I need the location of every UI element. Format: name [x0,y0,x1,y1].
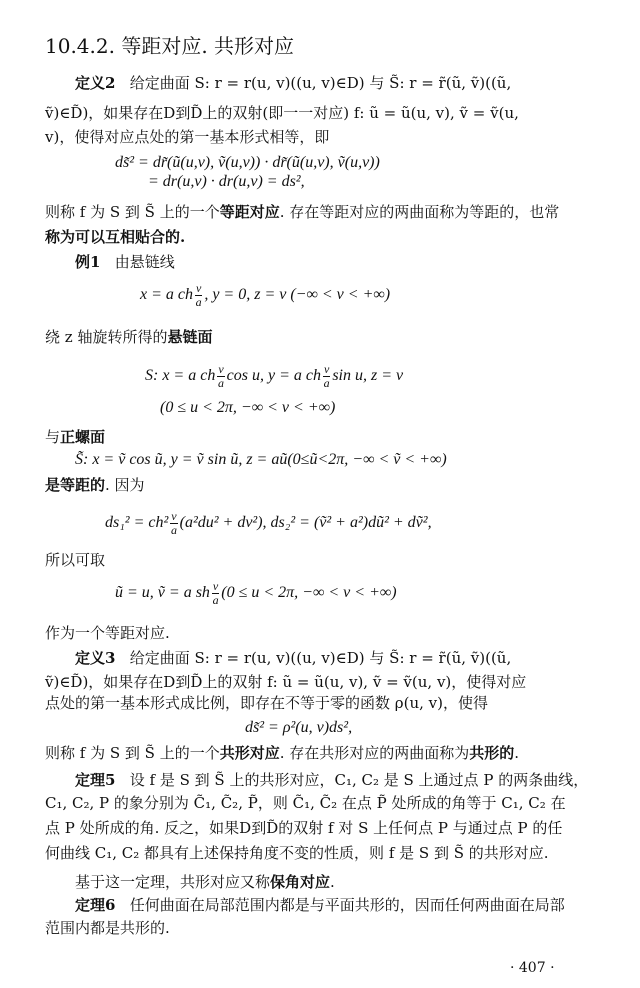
text: 则称 f 为 S 到 S̃ 上的一个 [45,744,220,762]
text: ũ = u, ṽ = a sh [115,584,210,602]
text: sin u, z = v [332,367,404,385]
numerator: v [171,509,177,523]
page-number: · 407 · [510,960,555,976]
equation-line-elements [105,510,432,537]
rotation-text [45,327,212,347]
equation-catenary [140,282,390,309]
definition-2-line-2: ṽ)∈D̃)，如果存在D到D̃上的双射(即一一对应) f: ũ = ũ(u, v), ṽ = ṽ(u, [45,104,519,122]
remark [75,872,335,892]
definition-2-conclusion [45,202,559,222]
text: 给定曲面 S: r = r(u, v)((u, v)∈D) 与 S̃: r = r̃(ũ, ṽ)((ũ, [129,649,512,667]
definition-3-line-3: 点处的第一基本形式成比例，即存在不等于零的函数 ρ(u, v)，使得 [45,694,488,712]
equation-first-form-2: = dr(u,v) · dr(u,v) = ds², [148,173,305,190]
text: 与 [45,428,61,446]
equation-catenoid [145,363,403,390]
term-helicoid: 正螺面 [60,428,106,446]
example-1-intro [75,252,175,272]
theorem-5-line-2: C₁, C₂, P 的象分别为 C̃₁, C̃₂, P̃，则 C̃₁, C̃₂ 在点 P̃ 处所成的角等于 C₁, C₂ 在 [45,794,566,812]
term-conformal-correspondence: 共形对应 [219,744,280,762]
numerator: v [218,362,224,376]
term-catenoid: 悬链面 [167,328,213,346]
definition-2-conclusion-2 [45,227,185,247]
text: 则称 f 为 S 到 S̃ 上的一个 [45,203,220,221]
definition-2-line-3: v)，使得对应点处的第一基本形式相等，即 [45,128,330,146]
text: 任何曲面在局部范围内都是与平面共形的，因而任何两曲面在局部 [129,896,565,914]
equation-conformal: ds̃² = ρ²(u, v)ds², [245,719,353,736]
example-1-conclusion: 作为一个等距对应. [45,624,170,642]
text: (0 ≤ u < 2π, −∞ < v < +∞) [221,584,397,602]
text: 基于这一定理，共形对应又称 [75,873,271,891]
text: (a²du² + dv²), ds₂² = (ṽ² + a²)dũ² + dṽ², [179,514,432,532]
text: . 存在等距对应的两曲面称为等距的，也常 [279,203,560,221]
text: . [514,744,520,762]
text: 设 f 是 S 到 S̃ 上的共形对应，C₁, C₂ 是 S 上通过点 P 的两条曲线， [129,771,589,789]
theorem-5-label: 定理5 [75,771,116,789]
numerator: v [323,362,330,376]
definition-2-label: 定义2 [75,74,116,92]
definition-3-label: 定义3 [75,649,116,667]
theorem-5-line-1 [75,770,588,790]
definition-2-text: 给定曲面 S: r = r(u, v)((u, v)∈D) 与 S̃: r = r̃(ũ, ṽ)((ũ, [129,74,512,92]
term-angle-preserving: 保角对应 [270,873,331,891]
theorem-6-line-1 [75,895,565,915]
isometric-text [45,475,145,495]
text: . 存在共形对应的两曲面称为 [279,744,470,762]
fraction [195,282,202,309]
text: cos u, y = a ch [226,367,321,385]
fraction [323,363,330,390]
take-text: 所以可取 [45,551,106,569]
section-title: 10.4.2. 等距对应. 共形对应 [45,34,295,58]
text: 是等距的 [45,476,106,494]
equation-catenoid-range: (0 ≤ u < 2π, −∞ < v < +∞) [160,399,336,416]
text: S: x = a ch [145,367,216,385]
denominator: a [170,523,177,537]
text: . 因为 [105,476,145,494]
text: x = a ch [140,286,193,304]
example-1-label: 例1 [75,253,101,271]
numerator: v [212,579,219,593]
theorem-6-line-2: 范围内都是共形的. [45,919,170,937]
definition-3-line-1 [75,648,511,668]
theorem-6-label: 定理6 [75,896,116,914]
denominator: a [217,376,224,390]
term-conformal: 共形的 [469,744,515,762]
equation-correspondence [115,580,397,607]
text: 绕 z 轴旋转所得的 [45,328,168,346]
definition-3-conclusion [45,743,519,763]
text: , y = 0, z = v (−∞ < v < +∞) [204,286,391,304]
text: 称为 [45,228,76,246]
definition-3-line-2: ṽ)∈D̃)，如果存在D到D̃上的双射 f: ũ = ũ(u, v), ṽ = ṽ(u, v)，使得对应 [45,673,527,691]
denominator: a [212,593,219,607]
fraction [212,580,219,607]
definition-2-line-1 [75,73,511,93]
fraction [170,510,177,537]
numerator: v [196,281,202,295]
denominator: a [195,295,202,309]
theorem-5-line-4: 何曲线 C₁, C₂ 都具有上述保持角度不变的性质，则 f 是 S 到 S̃ 的共形对应. [45,844,549,862]
text: . [330,873,335,891]
text: ds₁² = ch² [105,514,169,532]
equation-helicoid: S̃: x = ṽ cos ũ, y = ṽ sin ũ, z = aũ(0≤ũ<2π, −∞ < ṽ < +∞) [75,451,447,468]
helicoid-text [45,427,105,447]
term-applicable: 可以互相贴合的. [75,228,186,246]
term-isometric-correspondence: 等距对应 [219,203,280,221]
denominator: a [323,376,330,390]
text: 由悬链线 [114,253,175,271]
theorem-5-line-3: 点 P 处所成的角. 反之，如果D到D̃的双射 f 对 S 上任何点 P 与通过点 P 的任 [45,819,563,837]
equation-first-form-1: ds̃² = dr̃(ũ(u,v), ṽ(u,v)) · dr̃(ũ(u,v), ṽ(u,v)) [115,154,380,171]
fraction [217,363,224,390]
